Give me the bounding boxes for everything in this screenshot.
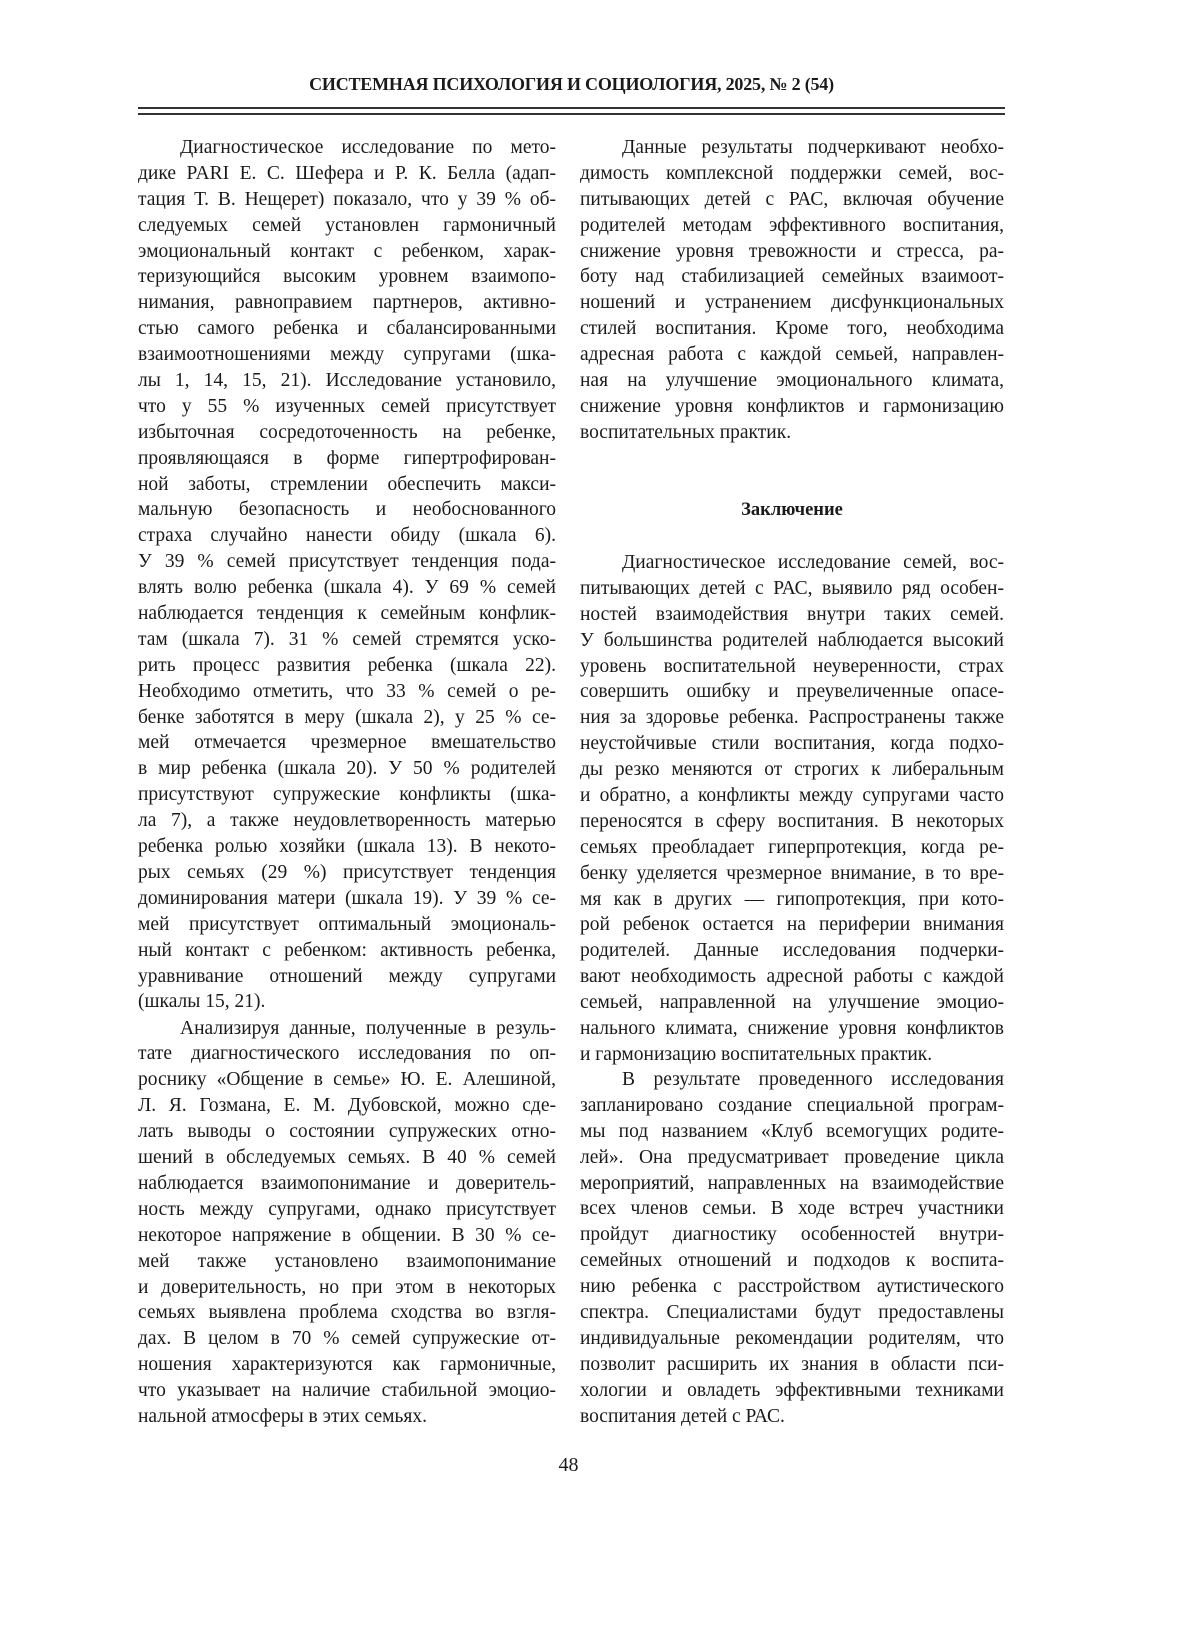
section-heading-conclusion: Заключение bbox=[580, 497, 1004, 523]
text-line: В результате проведенного исследования bbox=[580, 1067, 1004, 1093]
text-line: совершить ошибку и преувеличенные опасе- bbox=[580, 679, 1004, 705]
paragraph bbox=[580, 135, 1004, 446]
text-line: нальной атмосферы в этих семьях. bbox=[138, 1404, 556, 1430]
text-line: ребенка ролью хозяйки (шкала 13). В некото- bbox=[138, 834, 556, 860]
text-line: воспитания детей с РАС. bbox=[580, 1404, 1004, 1430]
text-line: проявляющаяся в форме гипертрофирован- bbox=[138, 446, 556, 472]
text-line: мы под названием «Клуб всемогущих родите- bbox=[580, 1119, 1004, 1145]
text-line: снижение уровня конфликтов и гармонизацию bbox=[580, 394, 1004, 420]
paragraph bbox=[580, 550, 1004, 1068]
text-line: переносятся в сферу воспитания. В некоторых bbox=[580, 809, 1004, 835]
text-line: ная на улучшение эмоционального климата, bbox=[580, 368, 1004, 394]
text-line: всех членов семьи. В ходе встреч участники bbox=[580, 1196, 1004, 1222]
text-line: димость комплексной поддержки семей, вос- bbox=[580, 161, 1004, 187]
text-line: мей присутствует оптимальный эмоциональ- bbox=[138, 912, 556, 938]
text-line: мя как в других — гипопротекция, при кото- bbox=[580, 887, 1004, 913]
text-line: родителей. Данные исследования подчерки- bbox=[580, 938, 1004, 964]
text-line: пройдут диагностику особенностей внутри- bbox=[580, 1222, 1004, 1248]
text-line: взаимоотношениями между супругами (шка- bbox=[138, 342, 556, 368]
text-line: боту над стабилизацией семейных взаимоот- bbox=[580, 264, 1004, 290]
text-line: индивидуальные рекомендации родителям, что bbox=[580, 1326, 1004, 1352]
text-line: наблюдается тенденция к семейным конфлик- bbox=[138, 601, 556, 627]
text-line: доминирования матери (шкала 19). У 39 % се- bbox=[138, 886, 556, 912]
text-line: Данные результаты подчеркивают необхо- bbox=[580, 135, 1004, 161]
text-line: хологии и овладеть эффективными техниками bbox=[580, 1378, 1004, 1404]
text-line: нимания, равноправием партнеров, активно- bbox=[138, 290, 556, 316]
text-line: присутствуют супружеские конфликты (шка- bbox=[138, 782, 556, 808]
text-line: ношений и устранением дисфункциональных bbox=[580, 290, 1004, 316]
text-line: позволит расширить их знания в области пси- bbox=[580, 1352, 1004, 1378]
text-line: бенку уделяется чрезмерное внимание, в то вре- bbox=[580, 861, 1004, 887]
text-line: семьей, направленной на улучшение эмоцио- bbox=[580, 990, 1004, 1016]
text-line: уровень воспитательной неуверенности, страх bbox=[580, 654, 1004, 680]
text-line: уравнивание отношений между супругами bbox=[138, 964, 556, 990]
text-line: мей отмечается чрезмерное вмешательство bbox=[138, 730, 556, 756]
text-line: что у 55 % изученных семей присутствует bbox=[138, 394, 556, 420]
text-line: ды резко меняются от строгих к либеральным bbox=[580, 757, 1004, 783]
text-line: в мир ребенка (шкала 20). У 50 % родителей bbox=[138, 756, 556, 782]
text-line: (шкалы 15, 21). bbox=[138, 989, 556, 1015]
text-line: и доверительность, но при этом в некоторых bbox=[138, 1275, 556, 1301]
text-line: избыточная сосредоточенность на ребенке, bbox=[138, 420, 556, 446]
page-number: 48 bbox=[0, 1454, 1137, 1477]
journal-running-header: СИСТЕМНАЯ ПСИХОЛОГИЯ И СОЦИОЛОГИЯ, 2025, № 2 (54) bbox=[138, 74, 1005, 95]
text-line: рить процесс развития ребенка (шкала 22). bbox=[138, 653, 556, 679]
text-line: Диагностическое исследование по мето- bbox=[138, 135, 556, 161]
text-line: ния за здоровье ребенка. Распространены также bbox=[580, 705, 1004, 731]
text-line: там (шкала 7). 31 % семей стремятся уско- bbox=[138, 627, 556, 653]
right-text-column bbox=[580, 135, 1004, 1435]
header-rule-top bbox=[138, 107, 1005, 109]
text-line: мероприятий, направленных на взаимодействие bbox=[580, 1171, 1004, 1197]
text-line: ный контакт с ребенком: активность ребенка, bbox=[138, 938, 556, 964]
text-line: семейных отношений и подходов к воспита- bbox=[580, 1248, 1004, 1274]
text-line: спектра. Специалистами будут предоставлены bbox=[580, 1300, 1004, 1326]
text-line: семьях преобладает гиперпротекция, когда ре- bbox=[580, 835, 1004, 861]
text-line: вают необходимость адресной работы с каждой bbox=[580, 964, 1004, 990]
text-line: влять волю ребенка (шкала 4). У 69 % семей bbox=[138, 575, 556, 601]
paragraph bbox=[580, 1067, 1004, 1429]
text-line: мальную безопасность и необоснованного bbox=[138, 497, 556, 523]
text-line: ношения характеризуются как гармоничные, bbox=[138, 1352, 556, 1378]
text-line: лы 1, 14, 15, 21). Исследование установило, bbox=[138, 368, 556, 394]
text-line: рой ребенок остается на периферии внимания bbox=[580, 912, 1004, 938]
text-line: шений в обследуемых семьях. В 40 % семей bbox=[138, 1145, 556, 1171]
text-line: Диагностическое исследование семей, вос- bbox=[580, 550, 1004, 576]
text-line: ность между супругами, однако присутствует bbox=[138, 1197, 556, 1223]
text-line: запланировано создание специальной програм- bbox=[580, 1093, 1004, 1119]
text-line: некоторое напряжение в общении. В 30 % се- bbox=[138, 1223, 556, 1249]
text-line: неустойчивые стили воспитания, когда подхо- bbox=[580, 731, 1004, 757]
text-line: страха случайно нанести обиду (шкала 6). bbox=[138, 523, 556, 549]
text-line: стилей воспитания. Кроме того, необходима bbox=[580, 316, 1004, 342]
header-rule-bottom bbox=[138, 113, 1005, 115]
text-line: родителей методам эффективного воспитания, bbox=[580, 213, 1004, 239]
text-line: У 39 % семей присутствует тенденция пода- bbox=[138, 549, 556, 575]
text-line: Л. Я. Гозмана, Е. М. Дубовской, можно сде- bbox=[138, 1093, 556, 1119]
text-line: и обратно, а конфликты между супругами часто bbox=[580, 783, 1004, 809]
text-line: бенке заботятся в меру (шкала 2), у 25 % се- bbox=[138, 705, 556, 731]
paragraph bbox=[138, 1016, 556, 1430]
text-line: ностей взаимодействия внутри таких семей. bbox=[580, 602, 1004, 628]
text-line: нального климата, снижение уровня конфликтов bbox=[580, 1016, 1004, 1042]
text-line: снижение уровня тревожности и стресса, ра- bbox=[580, 239, 1004, 265]
paragraph bbox=[138, 135, 556, 1015]
text-line: наблюдается взаимопонимание и доверитель- bbox=[138, 1171, 556, 1197]
text-line: Необходимо отметить, что 33 % семей о ре- bbox=[138, 679, 556, 705]
text-line: адресная работа с каждой семьей, направлен- bbox=[580, 342, 1004, 368]
text-line: дах. В целом в 70 % семей супружеские от- bbox=[138, 1326, 556, 1352]
text-line: что указывает на наличие стабильной эмоцио- bbox=[138, 1378, 556, 1404]
text-line: тате диагностического исследования по оп- bbox=[138, 1041, 556, 1067]
text-line: следуемых семей установлен гармоничный bbox=[138, 213, 556, 239]
left-text-column bbox=[138, 135, 556, 1435]
text-line: мей также установлено взаимопонимание bbox=[138, 1249, 556, 1275]
text-line: лать выводы о состоянии супружеских отно- bbox=[138, 1119, 556, 1145]
text-line: стью самого ребенка и сбалансированными bbox=[138, 316, 556, 342]
text-line: Анализируя данные, полученные в резуль- bbox=[138, 1016, 556, 1042]
text-line: роснику «Общение в семье» Ю. Е. Алешиной, bbox=[138, 1067, 556, 1093]
text-line: тация Т. В. Нещерет) показало, что у 39 % об- bbox=[138, 187, 556, 213]
text-line: рых семьях (29 %) присутствует тенденция bbox=[138, 860, 556, 886]
text-line: семьях выявлена проблема сходства во взгля- bbox=[138, 1300, 556, 1326]
text-line: эмоциональный контакт с ребенком, харак- bbox=[138, 239, 556, 265]
text-line: воспитательных практик. bbox=[580, 420, 1004, 446]
text-line: ла 7), а также неудовлетворенность матерью bbox=[138, 808, 556, 834]
text-line: питывающих детей с РАС, включая обучение bbox=[580, 187, 1004, 213]
text-line: и гармонизацию воспитательных практик. bbox=[580, 1042, 1004, 1068]
text-line: дике PARI Е. С. Шефера и Р. К. Белла (адап- bbox=[138, 161, 556, 187]
text-line: лей». Она предусматривает проведение цикла bbox=[580, 1145, 1004, 1171]
text-line: теризующийся высоким уровнем взаимопо- bbox=[138, 264, 556, 290]
text-line: питывающих детей с РАС, выявило ряд особен- bbox=[580, 576, 1004, 602]
text-line: нию ребенка с расстройством аутистического bbox=[580, 1274, 1004, 1300]
text-line: У большинства родителей наблюдается высокий bbox=[580, 628, 1004, 654]
text-line: ной заботы, стремлении обеспечить макси- bbox=[138, 472, 556, 498]
